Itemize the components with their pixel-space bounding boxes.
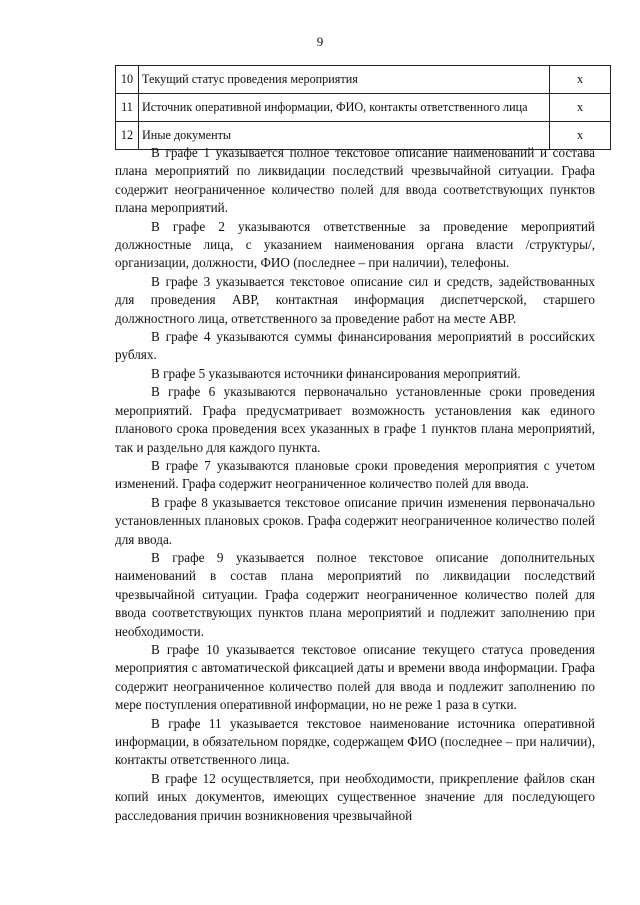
row-number: 12 [116,122,139,150]
row-number: 10 [116,66,139,94]
table-row [116,94,611,122]
paragraph-graph-4: В графе 4 указываются суммы финансирования мероприятий в российских рублях. [115,329,595,363]
row-mark: x [550,122,611,150]
paragraph-graph-10: В графе 10 указывается текстовое описание текущего статуса проведения мероприятия с автоматической фиксацией даты и времени ввода информации. Графа содержит неограниченное количество полей для ввода и подлежит заполнению по мере поступления оперативной информации, но не реже 1 раза в сутки. [115,641,595,713]
paragraph-graph-7: В графе 7 указываются плановые сроки проведения мероприятия с учетом изменений. Графа содержит неограниченное количество полей для ввода. [115,457,595,492]
paragraph-graph-12: В графе 12 осуществляется, при необходимости, прикрепление файлов скан копий иных документов, имеющих существенное значение для последующего расследования причин возникновения чрезвычайной [115,770,595,823]
row-mark: x [550,66,611,94]
paragraph-graph-5: В графе 5 указываются источники финансирования мероприятий. [151,365,521,381]
paragraph-graph-2: В графе 2 указываются ответственные за проведение мероприятий должностные лица, с указанием наименования органа власти /структуры/, организации, должности, ФИО (последнее – при наличии), телефоны. [115,218,595,271]
paragraph-graph-1: В графе 1 указывается полное текстовое описание наименований и состава плана мероприятий по ликвидации последствий чрезвычайной ситуации. Графа содержит неограниченное количество полей для ввода соответствующих пунктов плана мероприятий. [115,145,595,216]
row-description: Иные документы [139,122,550,150]
body-text [115,144,595,825]
row-description: Текущий статус проведения мероприятия [139,66,550,94]
paragraph-graph-3: В графе 3 указывается текстовое описание сил и средств, задействованных для проведения АВР, контактная информация диспетчерской, старшего должностного лица, ответственного за проведение работ на месте АВР. [115,273,595,326]
fields-table [115,65,611,150]
row-mark: x [550,94,611,122]
row-number: 11 [116,94,139,122]
row-description: Источник оперативной информации, ФИО, контакты ответственного лица [139,94,550,122]
paragraph-graph-9: В графе 9 указывается полное текстовое описание дополнительных наименований в состав плана мероприятий по ликвидации последствий чрезвычайной ситуации. Графа содержит неограниченное количество полей для ввода соответствующих пунктов плана мероприятий и подлежит заполнению при необходимости. [115,549,595,639]
paragraph-graph-8: В графе 8 указывается текстовое описание причин изменения первоначально установленных плановых сроков. Графа содержит неограниченное количество полей для ввода. [115,494,595,547]
paragraph-graph-6: В графе 6 указываются первоначально установленные сроки проведения мероприятий. Графа предусматривает возможность установления как единого планового срока проведения всех указанных в графе 1 пунктов плана мероприятий, так и раздельно для каждого пункта. [115,384,595,455]
paragraph-graph-11: В графе 11 указывается текстовое наименование источника оперативной информации, в обязательном порядке, содержащем ФИО (последнее – при наличии), контакты ответственного лица. [115,715,595,768]
page-number: 9 [316,34,324,49]
table-row [116,66,611,94]
